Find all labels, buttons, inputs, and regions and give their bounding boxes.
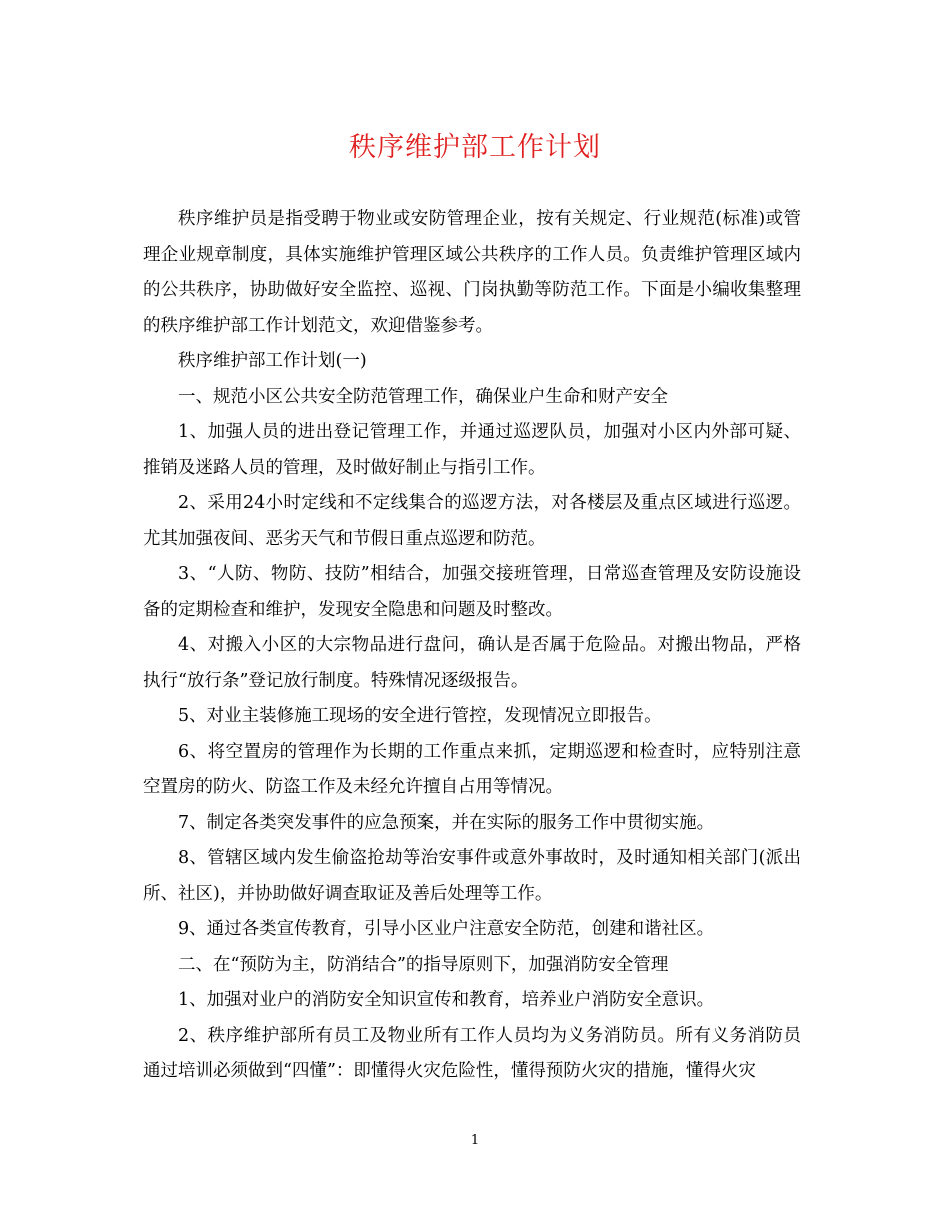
list-item: 1、加强人员的进出登记管理工作，并通过巡逻队员，加强对小区内外部可疑、推销及迷路人员的管理，及时做好制止与指引工作。 bbox=[143, 422, 801, 478]
list-item: 6、将空置房的管理作为长期的工作重点来抓，定期巡逻和检查时，应特别注意空置房的防火、防盗工作及未经允许擅自占用等情况。 bbox=[143, 741, 801, 797]
section-heading-fire-safety: 二、在“预防为主，防消结合”的指导原则下，加强消防安全管理 bbox=[178, 954, 669, 975]
document-body bbox=[143, 202, 801, 1090]
section-heading-security: 一、规范小区公共安全防范管理工作，确保业户生命和财产安全 bbox=[178, 386, 668, 407]
list-item: 9、通过各类宣传教育，引导小区业户注意安全防范，创建和谐社区。 bbox=[178, 919, 715, 939]
list-item: 4、对搬入小区的大宗物品进行盘问，确认是否属于危险品。对搬出物品，严格执行“放行条”登记放行制度。特殊情况逐级报告。 bbox=[143, 635, 801, 691]
document-title: 秩序维护部工作计划 bbox=[349, 132, 601, 163]
page-number: 1 bbox=[470, 1133, 480, 1148]
list-item: 8、管辖区域内发生偷盗抢劫等治安事件或意外事故时，及时通知相关部门(派出所、社区)，并协助做好调查取证及善后处理等工作。 bbox=[143, 848, 801, 904]
section-heading-plan-one: 秩序维护部工作计划(一) bbox=[178, 351, 367, 371]
list-item: 1、加强对业户的消防安全知识宣传和教育，培养业户消防安全意识。 bbox=[178, 990, 715, 1010]
list-item: 3、“人防、物防、技防”相结合，加强交接班管理，日常巡查管理及安防设施设备的定期检查和维护，发现安全隐患和问题及时整改。 bbox=[143, 564, 801, 620]
list-item: 7、制定各类突发事件的应急预案，并在实际的服务工作中贯彻实施。 bbox=[178, 812, 715, 833]
list-item: 5、对业主装修施工现场的安全进行管控，发现情况立即报告。 bbox=[178, 706, 662, 726]
list-item: 2、秩序维护部所有员工及物业所有工作人员均为义务消防员。所有义务消防员通过培训必须做到“四懂”：即懂得火灾危险性，懂得预防火灾的措施，懂得火灾 bbox=[143, 1025, 801, 1081]
list-item: 2、采用24小时定线和不定线集合的巡逻方法，对各楼层及重点区域进行巡逻。尤其加强夜间、恶劣天气和节假日重点巡逻和防范。 bbox=[143, 493, 801, 549]
intro-paragraph: 秩序维护员是指受聘于物业或安防管理企业，按有关规定、行业规范(标准)或管理企业规章制度，具体实施维护管理区域公共秩序的工作人员。负责维护管理区域内的公共秩序，协助做好安全监控、巡视、门岗执勤等防范工作。下面是小编收集整理的秩序维护部工作计划范文，欢迎借鉴参考。 bbox=[143, 209, 801, 336]
